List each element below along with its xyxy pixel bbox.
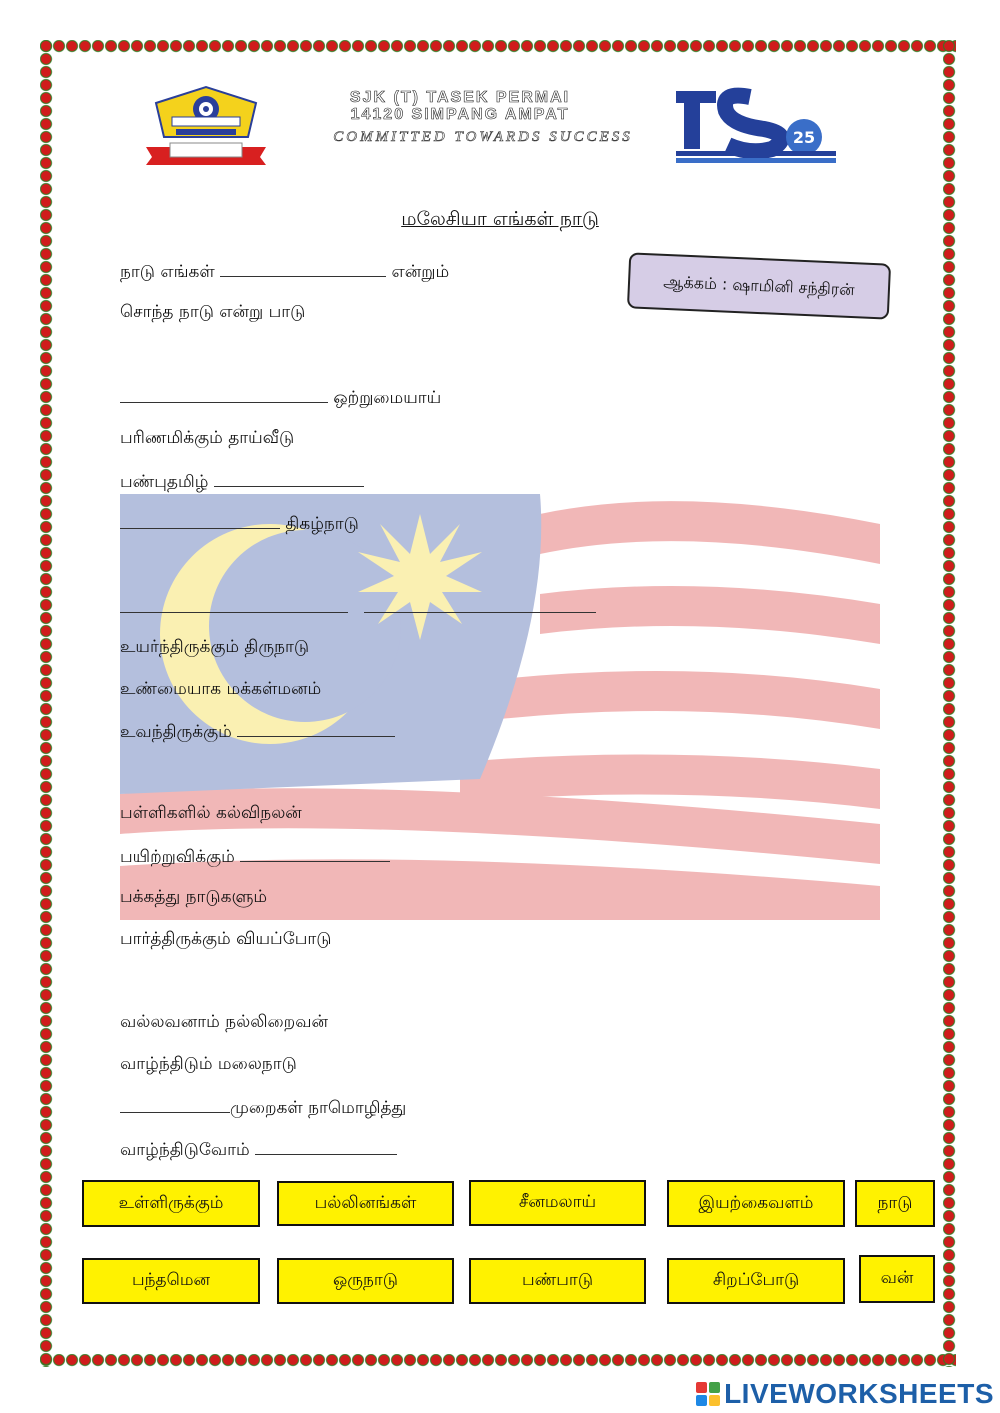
border-top [40,40,956,53]
poem-line-10 [120,720,395,744]
blank-3[interactable] [214,470,364,487]
poem-line-12 [120,845,390,869]
poem-line-9: உண்மையாக மக்கள்மனம் [120,679,322,699]
poem-line-1-end: என்றும் [386,262,450,282]
word-chip-pallinangal[interactable]: பல்லினங்கள் [277,1181,454,1226]
blank-7[interactable] [237,720,395,737]
border-right [943,40,956,1367]
blank-8[interactable] [240,845,390,862]
poem-line-8: உயர்ந்திருக்கும் திருநாடு [120,637,310,657]
ts25-logo [676,85,840,165]
blank-2[interactable] [120,386,328,403]
blank-5[interactable] [120,596,348,613]
poem-line-16: வாழ்ந்திடும் மலைநாடு [120,1054,297,1074]
word-chip-panpaadu[interactable]: பண்பாடு [469,1258,646,1304]
poem-line-2: சொந்த நாடு என்று பாடு [120,302,306,322]
blank-10[interactable] [255,1138,397,1155]
word-chip-sirappodu[interactable]: சிறப்போடு [667,1258,845,1304]
ts25-badge-number: 25 [792,128,816,147]
word-chip-orunaadu[interactable]: ஒருநாடு [277,1258,454,1304]
poem-line-17 [120,1096,406,1120]
word-chip-panthamena[interactable]: பந்தமென [82,1258,260,1304]
liveworksheets-logo-icon [696,1382,720,1406]
word-chip-seenamalai[interactable]: சீனமலாய் [469,1180,646,1226]
worksheet-title [0,208,1000,233]
poem-line-4: பரிணமிக்கும் தாய்வீடு [120,428,295,448]
school-crest-logo [136,85,276,165]
poem-line-3-end: ஒற்றுமையாய் [328,388,442,408]
liveworksheets-brand [696,1376,994,1412]
word-chip-ullirukkum[interactable]: உள்ளிருக்கும் [82,1180,260,1227]
poem-line-11: பள்ளிகளில் கல்விநலன் [120,803,302,823]
school-address-line2: 14120 SIMPANG AMPAT [350,106,570,123]
blank-1[interactable] [220,260,386,277]
school-header [120,85,840,167]
poem-line-17-end: முறைகள் நாமொழித்து [230,1098,407,1118]
blank-4[interactable] [120,512,280,529]
author-tag: ஆக்கம் : ஷாமினி சந்திரன் [627,252,891,319]
blank-9[interactable] [120,1096,230,1113]
poem-line-6 [120,512,359,536]
poem-line-18 [120,1138,397,1162]
worksheet-title-text: மலேசியா எங்கள் நாடு [401,208,599,230]
poem-line-5 [120,470,364,494]
school-name-line1: SJK (T) TASEK PERMAI [349,89,571,106]
blank-6[interactable] [364,596,596,613]
school-motto: COMMITTED TOWARDS SUCCESS [333,129,633,145]
poem-line-12-start: பயிற்றுவிக்கும் [120,847,241,867]
poem-line-1-start: நாடு எங்கள் [120,262,221,282]
poem-line-18-start: வாழ்ந்திடுவோம் [120,1140,256,1160]
liveworksheets-wordmark: LIVEWORKSHEETS [724,1378,994,1409]
border-bottom [40,1354,956,1367]
poem-line-3 [120,386,441,410]
poem-line-10-start: உவந்திருக்கும் [120,722,238,742]
poem-line-15: வல்லவனாம் நல்லிறைவன் [120,1012,328,1032]
school-name [290,89,630,123]
border-left [40,40,53,1367]
poem-line-6-end: திகழ்நாடு [280,514,359,534]
poem-line-14: பார்த்திருக்கும் வியப்போடு [120,929,332,949]
poem-line-7 [120,596,596,618]
poem-line-5-start: பண்புதமிழ் [120,472,214,492]
poem-line-13: பக்கத்து நாடுகளும் [120,887,268,907]
word-chip-naadu[interactable]: நாடு [855,1180,935,1227]
word-chip-van[interactable]: வன் [859,1255,935,1303]
word-chip-iyarkaivalam[interactable]: இயற்கைவளம் [667,1180,845,1227]
poem-line-1 [120,260,449,284]
